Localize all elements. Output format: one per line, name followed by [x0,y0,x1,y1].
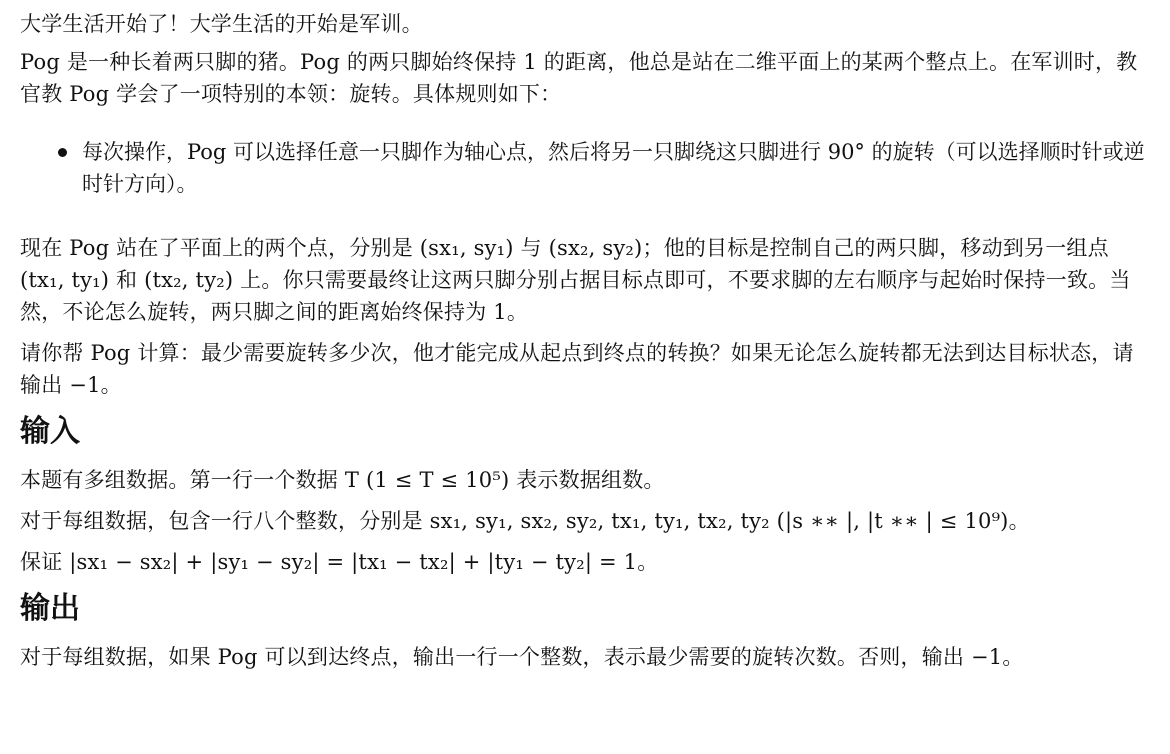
input-heading: 输入 [20,414,80,449]
task-paragraph: 请你帮 Pog 计算：最少需要旋转多少次，他才能完成从起点到终点的转换？如果无论怎么旋转都无法到达目标状态，请输出 −1。 [20,341,1134,397]
rule-item [82,136,1152,200]
input-line-3: 保证 |sx₁ − sx₂| + |sy₁ − sy₂| = |tx₁ − tx₂| + |ty₁ − ty₂| = 1。 [20,550,659,574]
situation-paragraph: 现在 Pog 站在了平面上的两个点，分别是 (sx₁, sy₁) 与 (sx₂, sy₂)；他的目标是控制自己的两只脚，移动到另一组点 (tx₁, ty₁) 和 (tx₂, ty₂) 上。你只需要最终让这两只脚分别占据目标点即可，不要求脚的左右顺序与起始时保持一致。当然，不论怎么旋转，两只脚之间的距离始终保持为 1。 [20,236,1131,324]
output-line-1: 对于每组数据，如果 Pog 可以到达终点，输出一行一个整数，表示最少需要的旋转次数。否则，输出 −1。 [20,645,1024,669]
bullet-icon [58,148,67,157]
opening-line: 大学生活开始了！大学生活的开始是军训。 [20,12,423,36]
rule-text: 每次操作，Pog 可以选择任意一只脚作为轴心点，然后将另一只脚绕这只脚进行 90° 的旋转（可以选择顺时针或逆时针方向）。 [82,140,1145,196]
input-line-2: 对于每组数据，包含一行八个整数，分别是 sx₁, sy₁, sx₂, sy₂, tx₁, ty₁, tx₂, ty₂ (|s ∗∗ |, |t ∗∗ | ≤ 10⁹)。 [20,509,1030,533]
rule-list [20,136,1152,200]
output-heading: 输出 [20,591,80,626]
description-paragraph: Pog 是一种长着两只脚的猪。Pog 的两只脚始终保持 1 的距离，他总是站在二维平面上的某两个整点上。在军训时，教官教 Pog 学会了一项特别的本领：旋转。具体规则如下： [20,50,1138,106]
input-line-1: 本题有多组数据。第一行一个数据 T (1 ≤ T ≤ 10⁵) 表示数据组数。 [20,468,665,492]
